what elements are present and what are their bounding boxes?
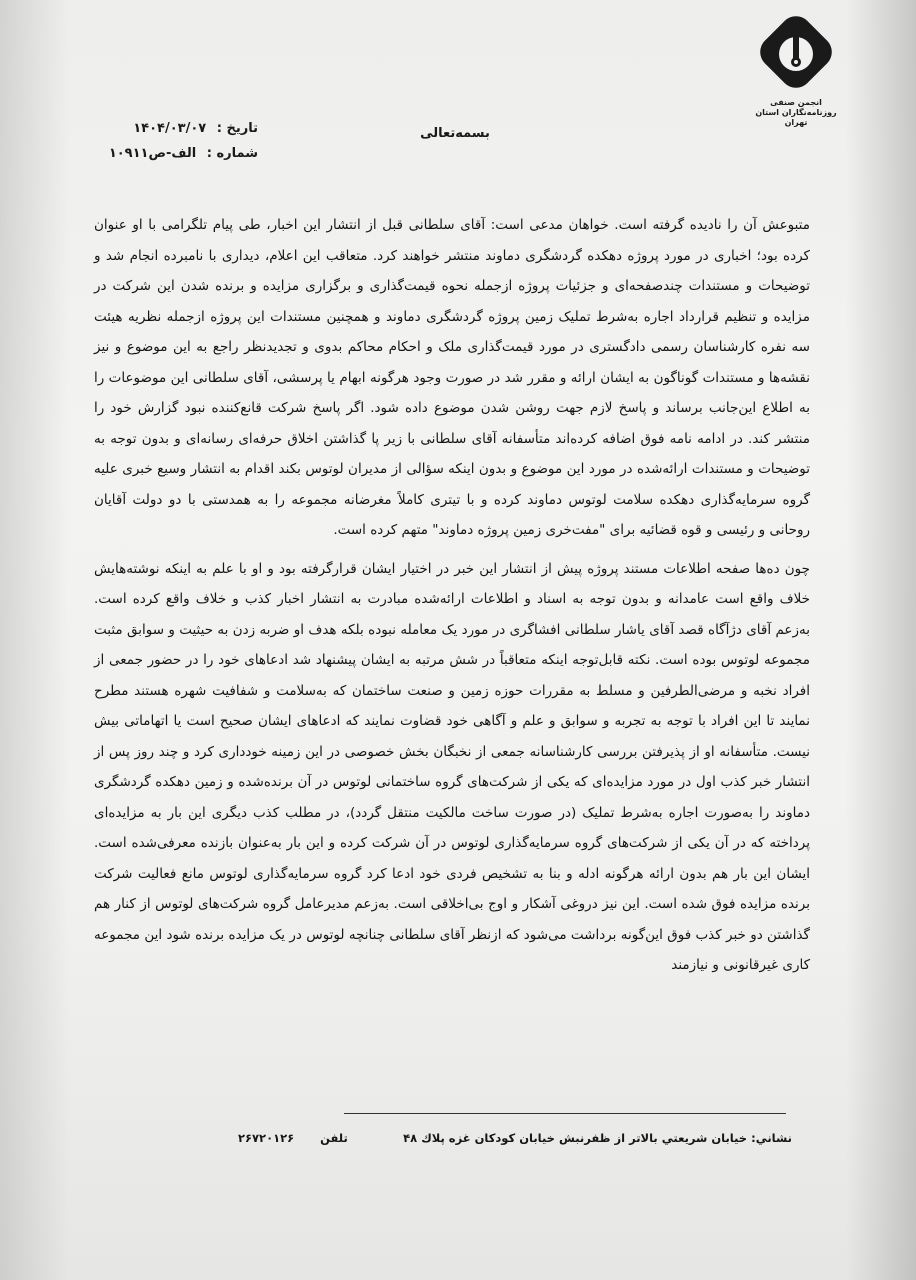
phone-label: تلفن [320, 1131, 348, 1145]
letter-meta [108, 116, 258, 166]
footer-divider [344, 1113, 786, 1114]
footer-address: نشاني: خيابان شريعتي بالاتر از ظفرنبش خيابان كودكان غزه پلاك ۴۸ [403, 1131, 792, 1145]
association-emblem-icon [748, 4, 844, 100]
footer-phone [238, 1131, 348, 1145]
body-paragraph-2: چون ده‌ها صفحه اطلاعات مستند پروژه پیش از انتشار این خبر در اختیار ایشان قرارگرفته بود و او با علم به اینکه نوشته‌هایش خلاف واقع است عامدانه و بدون توجه به اسناد و اطلاعات ارائه‌شده مبادرت به انتشار اخبار کذب و خلاف واقع کرده است. به‌زعم آقای دژآگاه قصد آقای یاشار سلطانی افشاگری در مورد یک معامله نبوده بلکه هدف او ضربه زدن به حیثیت و سوابق مثبت مجموعه لوتوس بوده است. نکته قابل‌توجه اینکه متعاقباً در شش مرتبه به ایشان پیشنهاد شد ادعاهای خود را در حضور جمعی از افراد نخبه و مرضی‌الطرفین و مسلط به مقررات حوزه زمین و صنعت ساختمان که به‌سلامت و شفافیت شهره هستند مطرح نمایند تا این افراد با توجه به تجربه و سوابق و علم و آگاهی خود قضاوت نمایند که ادعاهای ایشان صحیح است یا اتهاماتی بیش نیست. متأسفانه او از پذیرفتن بررسی کارشناسانه جمعی از نخبگان بخش خصوصی در این زمینه خودداری کرد و چند روز پس از انتشار خبر کذب اول در مورد مزایده‌ای که یکی از شرکت‌های گروه ساختمانی لوتوس در آن برنده‌شده و زمین دهکده گردشگری دماوند را به‌صورت اجاره به‌شرط تملیک (در صورت ساخت مالکیت منتقل گردد)، در مطلب کذب دیگری این بار به مزایده‌ای پرداخته که در آن یکی از شرکت‌های گروه سرمایه‌گذاری لوتوس در آن شرکت کرده و این بار به‌عنوان بازنده معرفی‌شده است. ایشان این بار هم بدون ارائه هرگونه ادله و بنا به تشخیص فردی خود ادعا کرد گروه سرمایه‌گذاری لوتوس مانع فعالیت شرکت برنده مزایده فوق شده است. این نیز دروغی آشکار و اوج بی‌اخلاقی است. به‌زعم مدیرعامل گروه شرکت‌های لوتوس از کنار هم گذاشتن دو خبر کذب فوق این‌گونه برداشت می‌شود که ازنظر آقای سلطانی چنانچه لوتوس در یک مزایده برنده شود این مجموعه کاری غیرقانونی و نیازمند [94, 560, 810, 973]
date-value: ۱۴۰۴/۰۳/۰۷ [133, 121, 207, 136]
letter-body [94, 210, 810, 981]
letterhead-org-line2: روزنامه‌نگاران استان تهران [755, 108, 837, 127]
letterhead-org-name [744, 98, 848, 128]
page-shadow-right [846, 0, 916, 1280]
number-row [108, 141, 258, 166]
letterhead-org-line1: انجمن صنفی [770, 98, 822, 107]
phone-number: ۲۶۷۲۰۱۲۶ [238, 1131, 295, 1145]
letterhead-logo [744, 4, 848, 144]
date-row [118, 116, 258, 141]
number-label: شماره : [206, 146, 258, 161]
number-value: الف-ص۱۰۹۱۱ [108, 146, 197, 161]
bismillah-heading: بسمه‌تعالی [420, 126, 490, 141]
body-paragraph-1: متبوعش آن را نادیده گرفته است. خواهان مدعی است: آقای سلطانی قبل از انتشار این اخبار، طی پیام تلگرامی با او عنوان کرده بود؛ اخباری در مورد پروژه دهکده گردشگری دماوند منتشر خواهند کرد. متعاقب این اعلام، دیداری با نامبرده انجام شد و توضیحات و مستندات چندصفحه‌ای و جزئیات پروژه ازجمله نحوه قیمت‌گذاری و برگزاری مزایده و برنده شدن این شرکت در مزایده و تنظیم قرارداد اجاره به‌شرط تملیک زمین پروژه گردشگری دماوند و همچنین مستندات این پروژه ازجمله نظریه هیئت سه نفره کارشناسان رسمی دادگستری در مورد قیمت‌گذاری ملک و احکام محاکم بدوی و تجدیدنظر راجع به این موضوع و نیز نقشه‌ها و مستندات گوناگون به ایشان ارائه و مقرر شد در صورت وجود هرگونه ابهام یا پرسشی، آقای سلطانی این موضوعات را به اطلاع این‌جانب برساند و پاسخ لازم جهت روشن شدن موضوع داده شود. اگر پاسخ شرکت قانع‌کننده نبود گزارش خود را منتشر کند. در ادامه نامه فوق اضافه کرده‌اند متأسفانه آقای سلطانی با زیر پا گذاشتن اخلاق حرفه‌ای رسانه‌ای و بدون توجه به توضیحات و مستندات ارائه‌شده در مورد این موضوع و بدون اینکه سؤالی از مدیران لوتوس بکند اقدام به انتشار وسیع خبری علیه گروه سرمایه‌گذاری دهکده سلامت لوتوس دماوند کرده و با تیتری کاملاً مغرضانه مجموعه را به همدستی با دو دولت آقایان روحانی و رئیسی و قوه قضائیه برای "مفت‌خری زمین پروژه دماوند" متهم کرده است. [94, 217, 810, 538]
page-shadow-left [0, 0, 70, 1280]
date-label: تاریخ : [216, 121, 258, 136]
